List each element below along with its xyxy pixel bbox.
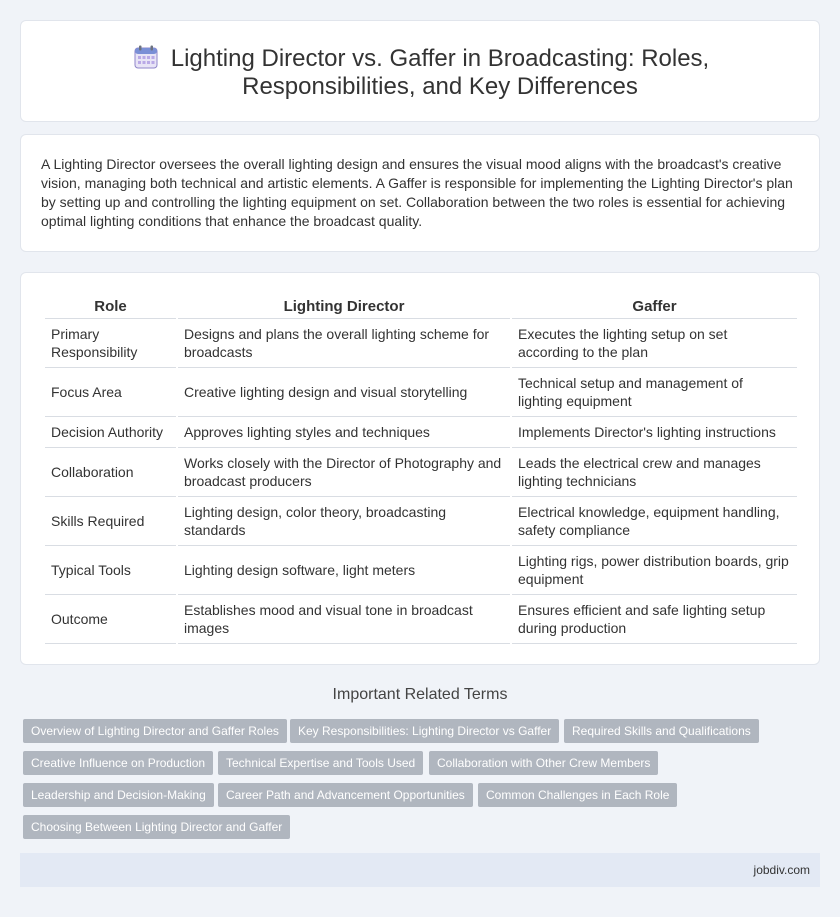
lighting-director-cell: Designs and plans the overall lighting scheme for broadcasts xyxy=(178,319,510,368)
table-row xyxy=(45,595,797,644)
table-row xyxy=(45,417,797,448)
row-label: Decision Authority xyxy=(45,417,176,448)
gaffer-cell: Lighting rigs, power distribution boards, grip equipment xyxy=(512,546,797,595)
lighting-director-cell: Lighting design, color theory, broadcasting standards xyxy=(178,497,510,546)
footer-site-name[interactable]: jobdiv.com xyxy=(753,863,810,877)
table-row xyxy=(45,448,797,497)
lighting-director-cell: Approves lighting styles and techniques xyxy=(178,417,510,448)
table-row xyxy=(45,546,797,595)
related-term-tag[interactable]: Collaboration with Other Crew Members xyxy=(429,751,658,775)
gaffer-cell: Leads the electrical crew and manages lighting technicians xyxy=(512,448,797,497)
lighting-director-cell: Establishes mood and visual tone in broadcast images xyxy=(178,595,510,644)
table-row xyxy=(45,497,797,546)
related-term-tag[interactable]: Leadership and Decision-Making xyxy=(23,783,214,807)
lighting-director-cell: Lighting design software, light meters xyxy=(178,546,510,595)
table-row xyxy=(45,319,797,368)
related-term-tag[interactable]: Key Responsibilities: Lighting Director vs Gaffer xyxy=(290,719,559,743)
related-term-tag[interactable]: Creative Influence on Production xyxy=(23,751,213,775)
header-card xyxy=(20,20,820,122)
related-terms-heading: Important Related Terms xyxy=(332,686,508,703)
table-row xyxy=(45,368,797,417)
row-label: Focus Area xyxy=(45,368,176,417)
page-title: Lighting Director vs. Gaffer in Broadcasting: Roles, Responsibilities, and Key Differences xyxy=(170,45,710,100)
gaffer-cell: Executes the lighting setup on set according to the plan xyxy=(512,319,797,368)
row-label: Typical Tools xyxy=(45,546,176,595)
related-term-tag[interactable]: Choosing Between Lighting Director and Gaffer xyxy=(23,815,290,839)
intro-card xyxy=(20,134,820,252)
comparison-table xyxy=(43,295,799,644)
lighting-director-cell: Works closely with the Director of Photography and broadcast producers xyxy=(178,448,510,497)
related-term-tag[interactable]: Overview of Lighting Director and Gaffer Roles xyxy=(23,719,287,743)
related-term-tag[interactable]: Technical Expertise and Tools Used xyxy=(218,751,423,775)
intro-paragraph: A Lighting Director oversees the overall lighting design and ensures the visual mood aligns with the broadcast's creative vision, managing both technical and artistic elements. A Gaffer is responsible for implementing the Lighting Director's plan by setting up and controlling the lighting equipment on set. Collaboration between the two roles is essential for achieving optimal lighting conditions that enhance the broadcast quality. xyxy=(41,156,793,229)
footer xyxy=(20,853,820,887)
gaffer-cell: Electrical knowledge, equipment handling, safety compliance xyxy=(512,497,797,546)
related-term-tag[interactable]: Common Challenges in Each Role xyxy=(478,783,677,807)
column-header-role: Role xyxy=(45,295,176,319)
row-label: Outcome xyxy=(45,595,176,644)
gaffer-cell: Implements Director's lighting instructions xyxy=(512,417,797,448)
comparison-table-card xyxy=(20,272,820,665)
column-header-gaffer: Gaffer xyxy=(512,295,797,319)
related-term-tag[interactable]: Career Path and Advancement Opportunities xyxy=(218,783,473,807)
column-header-lighting-director: Lighting Director xyxy=(178,295,510,319)
related-term-tag[interactable]: Required Skills and Qualifications xyxy=(564,719,759,743)
row-label: Primary Responsibility xyxy=(45,319,176,368)
row-label: Skills Required xyxy=(45,497,176,546)
gaffer-cell: Technical setup and management of lighting equipment xyxy=(512,368,797,417)
row-label: Collaboration xyxy=(45,448,176,497)
table-header-row xyxy=(45,295,797,319)
gaffer-cell: Ensures efficient and safe lighting setup during production xyxy=(512,595,797,644)
lighting-director-cell: Creative lighting design and visual storytelling xyxy=(178,368,510,417)
